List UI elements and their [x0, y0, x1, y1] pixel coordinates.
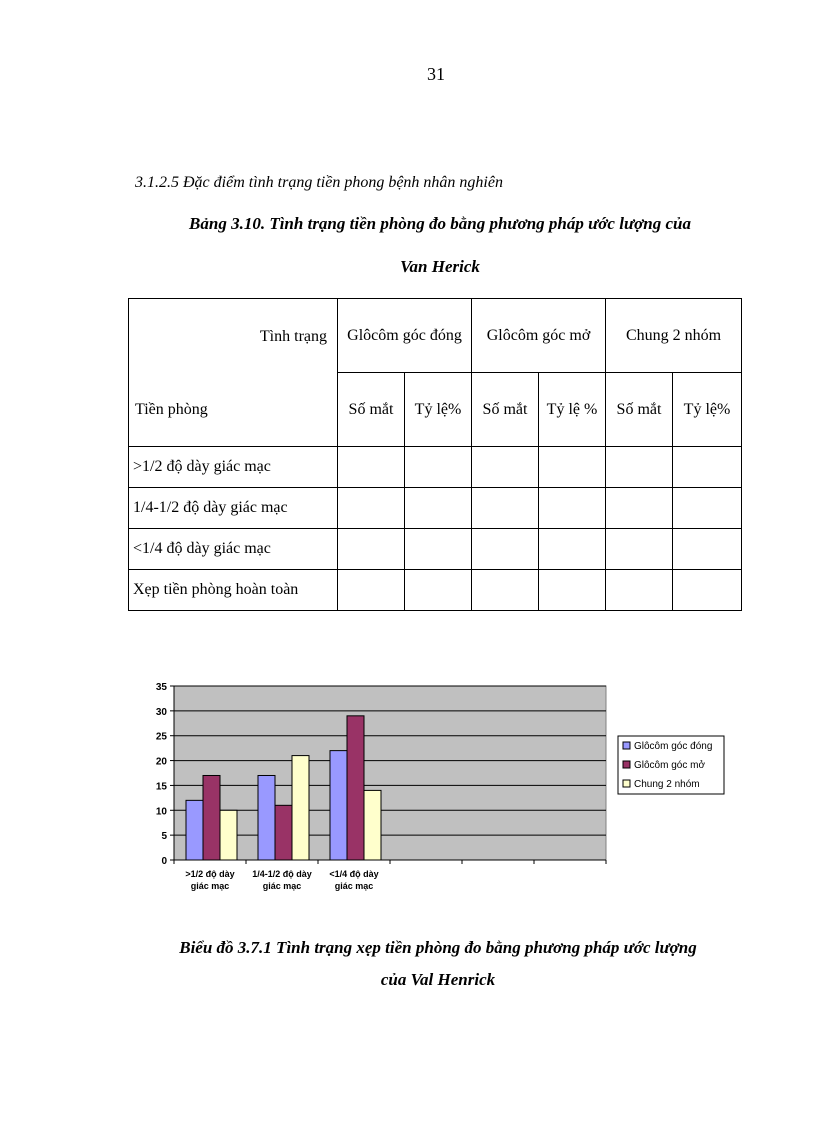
chart-caption: Biểu đồ 3.7.1 Tình trạng xẹp tiền phòng đo bằng phương pháp ước lượng [179, 938, 697, 957]
chart-caption-continued: của Val Henrick [380, 970, 496, 989]
row-label: <1/4 độ dày giác mạc [129, 529, 338, 570]
corner-top-label: Tình trạng [259, 328, 327, 345]
row-label: 1/4-1/2 độ dày giác mạc [129, 488, 338, 529]
y-tick-label: 20 [155, 756, 167, 768]
empty-cell [338, 570, 405, 611]
y-tick-label: 15 [155, 781, 167, 793]
legend-swatch [623, 780, 630, 787]
bar [347, 716, 364, 860]
table-row [129, 447, 742, 488]
bar [292, 756, 309, 860]
x-tick-label: >1/2 độ dày giác mạc [185, 869, 235, 891]
bar [203, 775, 220, 860]
empty-cell [338, 529, 405, 570]
empty-cell [405, 570, 472, 611]
empty-cell [405, 447, 472, 488]
corner-header-cell [129, 299, 338, 447]
van-herick-table [128, 298, 742, 611]
y-tick-label: 35 [155, 682, 167, 693]
group-header: Glôcôm góc mở [472, 299, 606, 373]
bar [364, 790, 381, 860]
empty-cell [472, 488, 539, 529]
y-tick-label: 10 [155, 806, 167, 818]
empty-cell [539, 529, 606, 570]
bar [186, 800, 203, 860]
empty-cell [606, 488, 673, 529]
x-tick-label: <1/4 độ dày giác mạc [329, 869, 379, 891]
empty-cell [539, 488, 606, 529]
section-heading: 3.1.2.5 Đặc điểm tình trạng tiền phong bệnh nhân nghiên [135, 174, 503, 191]
page-number: 31 [427, 64, 445, 84]
empty-cell [338, 488, 405, 529]
group-header: Glôcôm góc đóng [338, 299, 472, 373]
bar-chart-svg [140, 676, 730, 906]
empty-cell [673, 529, 742, 570]
sub-header: Tỷ lệ % [539, 373, 606, 447]
bar-chart [140, 676, 730, 906]
row-label: Xẹp tiền phòng hoàn toàn [129, 570, 338, 611]
plot-area [174, 686, 606, 860]
table-title-continued: Van Herick [400, 257, 480, 276]
sub-header: Số mắt [606, 373, 673, 447]
legend-label: Glôcôm góc mở [634, 760, 706, 771]
sub-header: Tỷ lệ% [673, 373, 742, 447]
empty-cell [405, 529, 472, 570]
sub-header: Tỷ lệ% [405, 373, 472, 447]
legend-label: Glôcôm góc đóng [634, 741, 713, 752]
empty-cell [405, 488, 472, 529]
group-header: Chung 2 nhóm [606, 299, 742, 373]
legend-swatch [623, 761, 630, 768]
y-tick-label: 25 [155, 731, 167, 743]
table-row [129, 570, 742, 611]
empty-cell [472, 529, 539, 570]
bar [275, 805, 292, 860]
legend-swatch [623, 742, 630, 749]
empty-cell [472, 447, 539, 488]
y-tick-label: 5 [161, 831, 167, 843]
empty-cell [539, 447, 606, 488]
empty-cell [606, 570, 673, 611]
empty-cell [673, 488, 742, 529]
table-title: Bảng 3.10. Tình trạng tiền phòng đo bằng phương pháp ước lượng của [189, 214, 691, 233]
table-row [129, 529, 742, 570]
empty-cell [606, 447, 673, 488]
sub-header: Số mắt [338, 373, 405, 447]
empty-cell [673, 570, 742, 611]
bar [258, 775, 275, 860]
empty-cell [472, 570, 539, 611]
bar [330, 751, 347, 860]
y-tick-label: 0 [161, 856, 167, 867]
x-tick-label: 1/4-1/2 độ dày giác mạc [252, 869, 312, 891]
empty-cell [673, 447, 742, 488]
y-tick-label: 30 [155, 706, 167, 718]
empty-cell [539, 570, 606, 611]
corner-bottom-label: Tiền phòng [135, 401, 208, 418]
table-row [129, 488, 742, 529]
bar [220, 810, 237, 860]
sub-header: Số mắt [472, 373, 539, 447]
empty-cell [338, 447, 405, 488]
row-label: >1/2 độ dày giác mạc [129, 447, 338, 488]
legend-label: Chung 2 nhóm [634, 779, 700, 790]
empty-cell [606, 529, 673, 570]
